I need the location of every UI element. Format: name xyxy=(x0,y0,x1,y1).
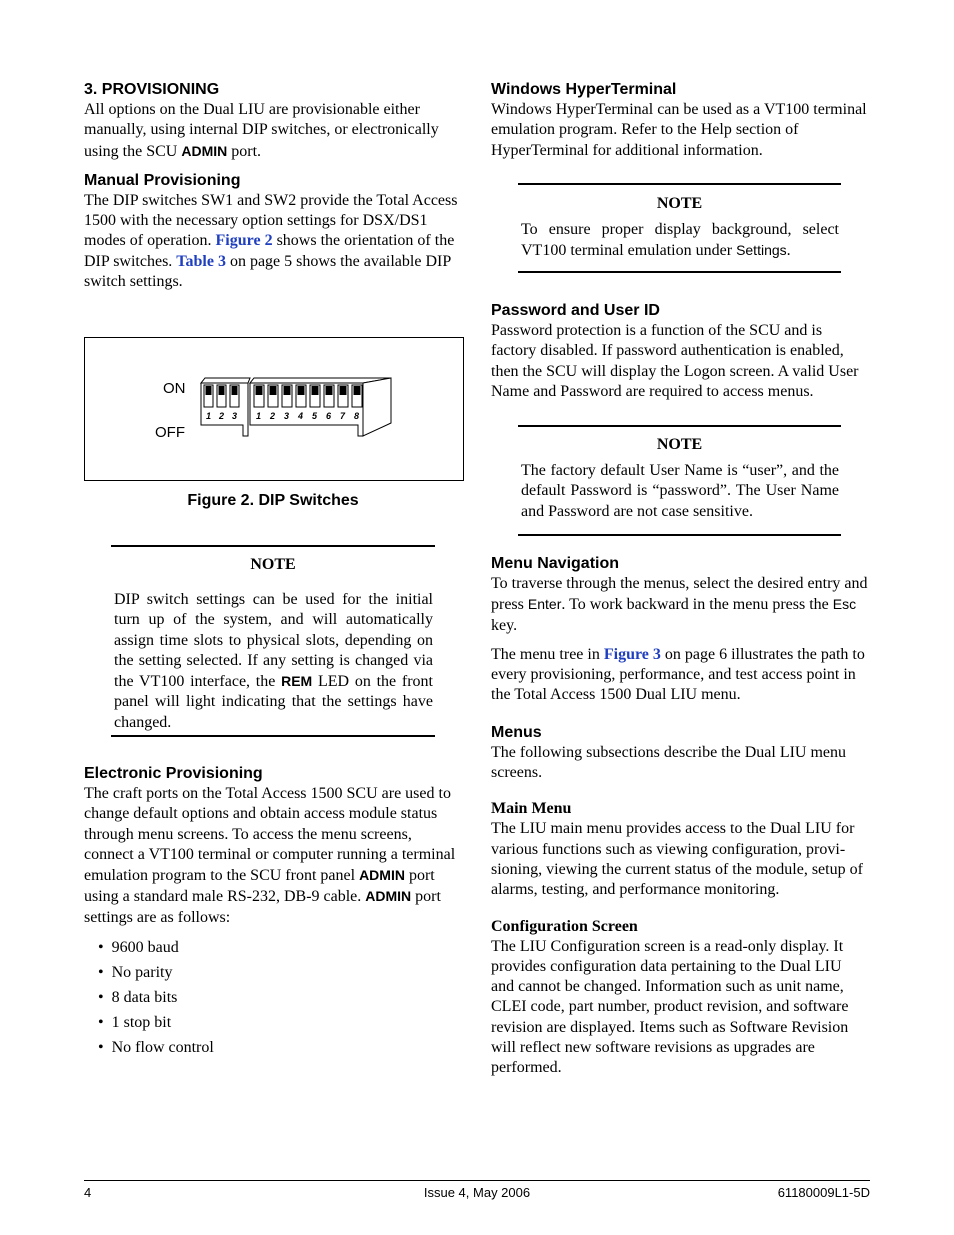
dip-toggle-knob xyxy=(284,386,291,395)
document-number: 61180009L1-5D xyxy=(777,1185,870,1200)
list-item: • 9600 baud xyxy=(98,939,179,957)
footer-rule xyxy=(84,1180,870,1181)
figure-caption: Figure 2. DIP Switches xyxy=(187,492,359,509)
dip-switch-diagram xyxy=(85,338,463,480)
port-settings-list xyxy=(98,938,461,1058)
sw1-label-1: 1 xyxy=(206,411,212,421)
on-label: ON xyxy=(163,380,186,397)
sw2-label-1: 1 xyxy=(256,411,262,421)
note-dip-switch xyxy=(111,545,435,737)
note-display-background xyxy=(518,183,841,273)
electronic-provisioning-heading: Electronic Provisioning xyxy=(84,765,263,782)
sw1-label-2: 2 xyxy=(219,411,225,421)
issue-date: Issue 4, May 2006 xyxy=(423,1185,531,1200)
list-item: • 8 data bits xyxy=(98,989,178,1007)
main-menu-heading: Main Menu xyxy=(491,800,572,818)
password-section xyxy=(491,301,868,402)
note-title: NOTE xyxy=(250,556,296,573)
sw2-label-2: 2 xyxy=(270,411,276,421)
sw2-label-3: 3 xyxy=(284,411,290,421)
dip-toggle-knob xyxy=(354,386,361,395)
note-title: NOTE xyxy=(656,436,703,453)
password-paragraph: Password protection is a function of the SCU and is factory disabled. If password authentication is enabled, then the SCU will display the Logon screen. A valid User Name and Password are required to access menus. xyxy=(491,322,859,400)
note-body: DIP switch settings can be used for the initial turn up of the system, and will automatically assign time slots to physical slots, depending on the setting selected. If any setting is changed via the VT100 interface, the REM LED on the front panel will light indicating that the settings have changed. xyxy=(114,591,433,731)
note-default-credentials xyxy=(518,425,841,536)
figure-box xyxy=(84,337,464,481)
sw2-label-8: 8 xyxy=(354,411,360,421)
list-item: • No flow control xyxy=(98,1039,214,1057)
switch-sw2 xyxy=(250,378,391,436)
note-body: The factory default User Name is “user”, and the default Password is “password”. The User Name and Password are not case sensitive. xyxy=(521,462,839,520)
dip-toggle-knob xyxy=(232,386,238,395)
electronic-provisioning-section xyxy=(84,764,461,1063)
sw1-label-3: 3 xyxy=(232,411,238,421)
menus-paragraph: The following subsections describe the Dual LIU menu screens. xyxy=(491,743,847,782)
note-body: To ensure proper display background, select VT100 terminal emulation under Settings. xyxy=(521,221,839,260)
note-title: NOTE xyxy=(656,195,703,212)
configuration-screen-paragraph: The LIU Configuration screen is a read-only display. It provides configuration data pertaining to the Dual LIU and cannot be changed. Information such as unit name, CLEI code, part number, product revision, and software revision are displayed. Items such as Software Revision will reflect new software revisions as upgrades are performed. xyxy=(491,937,849,1077)
switch-sw1 xyxy=(201,378,250,436)
dip-toggle-knob xyxy=(340,386,347,395)
dip-toggle-knob xyxy=(256,386,263,395)
sw2-label-4: 4 xyxy=(298,411,304,421)
dip-toggle-knob xyxy=(219,386,225,395)
main-menu-paragraph: The LIU main menu provides access to the Dual LIU for various functions such as viewing configuration, provi-sioning, viewing the current status of the module, setup of alarms, testing, and performance monitoring. xyxy=(491,820,863,899)
configuration-screen-heading: Configuration Screen xyxy=(491,917,638,935)
list-item: • 1 stop bit xyxy=(98,1014,172,1032)
dip-toggle-knob xyxy=(206,386,212,395)
menu-tree-paragraph: The menu tree in Figure 3 on page 6 illustrates the path to every provisioning, performance, and test access point in the Total Access 1500 Dual LIU menu. xyxy=(491,645,865,704)
page-number: 4 xyxy=(84,1185,92,1200)
intro-paragraph: All options on the Dual LIU are provisionable either manually, using internal DIP switches, or electronically using the SCU ADMIN port. xyxy=(84,101,439,160)
menu-navigation-section xyxy=(491,554,868,1079)
sw2-label-6: 6 xyxy=(326,411,332,421)
menu-navigation-paragraph: To traverse through the menus, select the desired entry and press Enter. To work backward in the menu press the Esc key. xyxy=(491,575,868,634)
table-3-link[interactable]: Table 3 xyxy=(176,252,226,270)
password-heading: Password and User ID xyxy=(491,302,660,319)
dip-toggle-knob xyxy=(312,386,319,395)
dip-toggle-knob xyxy=(270,386,277,395)
dip-toggle-knob xyxy=(298,386,305,395)
figure-3-link[interactable]: Figure 3 xyxy=(603,645,661,663)
sw2-label-5: 5 xyxy=(312,411,318,421)
right-column-top xyxy=(491,80,868,161)
left-column xyxy=(84,80,461,292)
figure-2-link[interactable]: Figure 2 xyxy=(215,232,273,250)
hyperterminal-paragraph: Windows HyperTerminal can be used as a VT100 terminal emulation program. Refer to the Help section of HyperTerminal for additional information. xyxy=(491,101,867,159)
manual-provisioning-paragraph: The DIP switches SW1 and SW2 provide the Total Access 1500 with the necessary option settings for DSX/DS1 modes of operation. Figure 2 shows the orientation of the DIP switches. Table 3 on page 5 shows the available DIP switch settings. xyxy=(84,191,458,291)
manual-provisioning-heading: Manual Provisioning xyxy=(84,171,241,189)
section-title: 3. PROVISIONING xyxy=(84,81,220,98)
off-label: OFF xyxy=(155,424,185,441)
hyperterminal-heading: Windows HyperTerminal xyxy=(491,81,677,98)
list-item: • No parity xyxy=(98,964,173,982)
menu-navigation-heading: Menu Navigation xyxy=(491,555,620,572)
dip-toggle-knob xyxy=(326,386,333,395)
menus-heading: Menus xyxy=(491,723,542,741)
electronic-provisioning-paragraph: The craft ports on the Total Access 1500 SCU are used to change default options and obtain access module status through menu screens. To access the menu screens, connect a VT100 terminal or computer running a terminal emulation program to the SCU front panel ADMIN port using a standard male RS-232, DB-9 cable. ADMIN port settings are as follows: xyxy=(84,785,456,926)
sw2-label-7: 7 xyxy=(340,411,346,421)
